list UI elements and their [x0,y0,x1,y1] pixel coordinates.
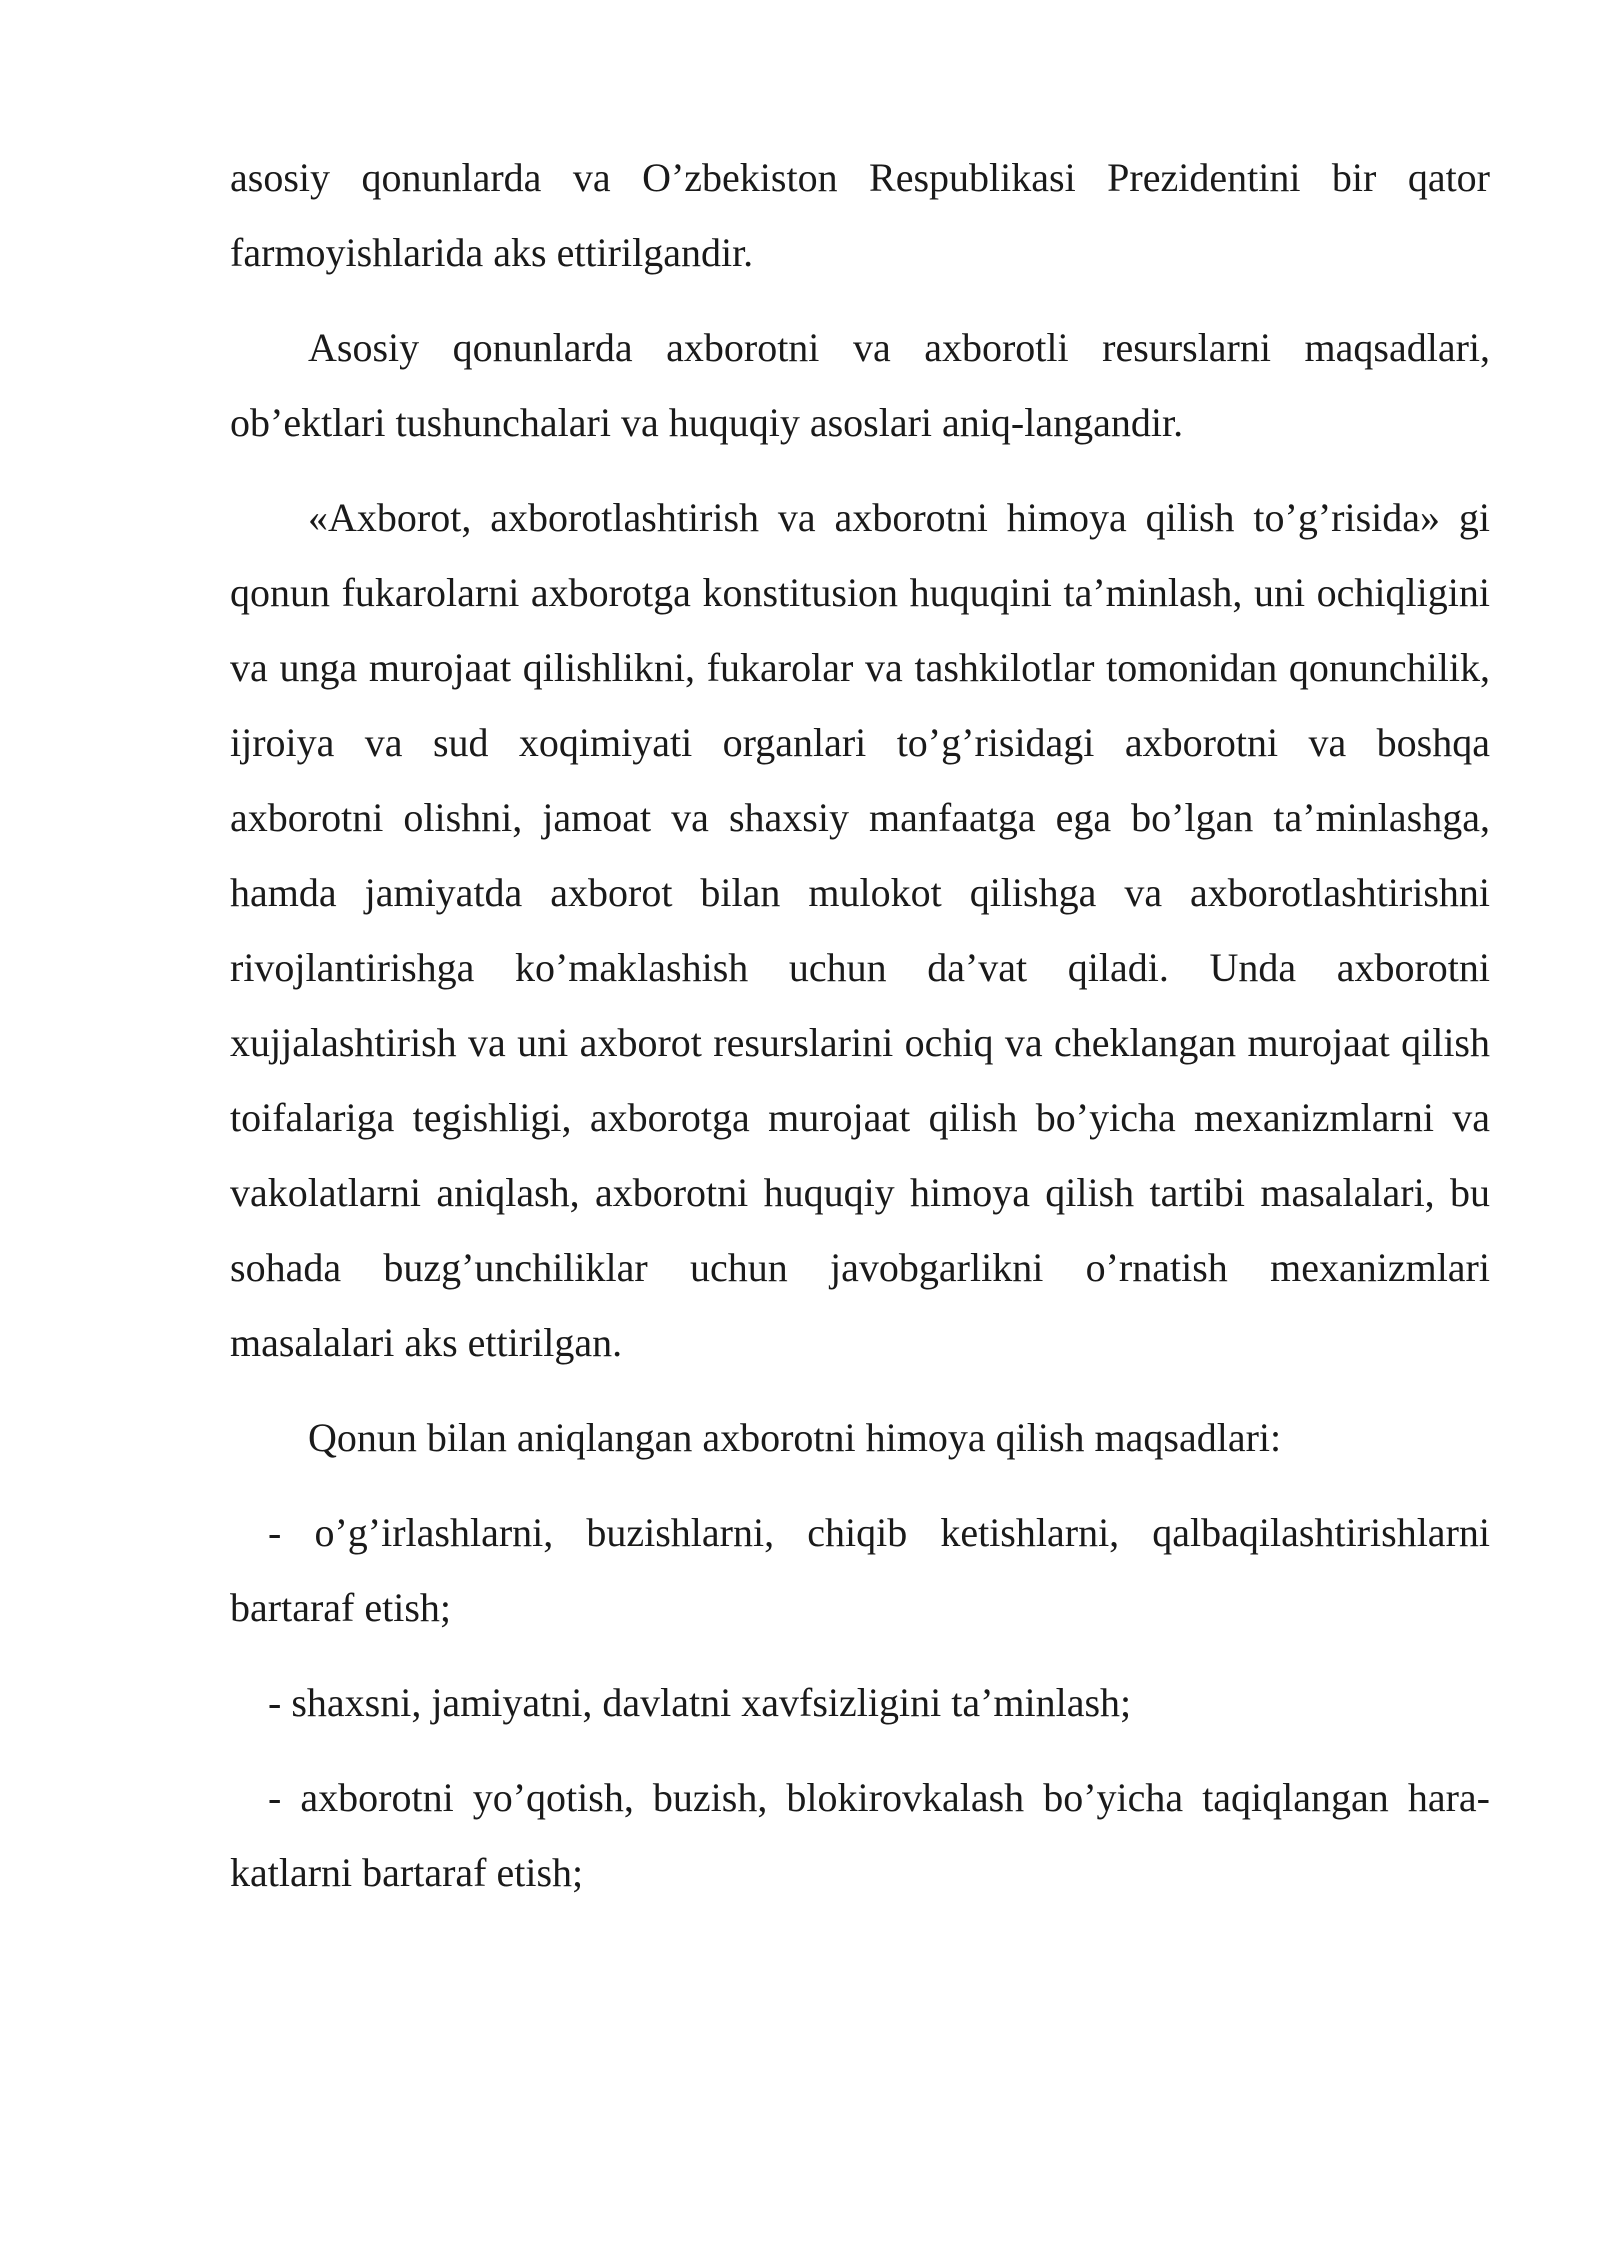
paragraph-protection-goals-heading: Qonun bilan aniqlangan axborotni himoya qilish maqsadlari: [308,1415,1282,1460]
paragraph-law-description: «Axborot, axborotlashtirish va axborotni himoya qilish to’g’risida» gi qonun fukarolarni axborotga konstitusion huquqini ta’minlash, uni ochiqligini va unga murojaat qilishlikni, fukarolar va tashkilotlar tomonidan qonunchilik, ijroiya va sud xoqimiyati organlari to’g’risidagi axborotni va boshqa axborotni olishni, jamoat va shaxsiy manfaatga ega bo’lgan ta’minlashga, hamda jamiyatda axborot bilan mulokot qilishga va axborotlashtirishni rivojlantirishga ko’maklashish uchun da’vat qiladi. Unda axborotni xujjalashtirish va uni axborot resurslarini ochiq va cheklangan murojaat qilish toifalariga tegishligi, axborotga murojaat qilish bo’yicha mexanizmlarni va vakolatlarni aniqlash, axborotni huquqiy himoya qilish tartibi masalalari, bu sohada buzg’unchiliklar uchun javobgarlikni o’rnatish mexanizmlari masalalari aks ettirilgan. [230,495,1490,1365]
list-item-loss-prevention: - axborotni yo’qotish, buzish, blokirovkalash bo’yicha taqiqlangan hara-katlarni bartaraf etish; [230,1775,1490,1895]
document-page [230,140,1490,1930]
paragraph-continuation: asosiy qonunlarda va O’zbekiston Respublikasi Prezidentini bir qator farmoyishlarida aks ettirilgandir. [230,155,1490,275]
list-item-theft-prevention: - o’g’irlashlarni, buzishlarni, chiqib ketishlarni, qalbaqilashtirishlarni bartaraf etish; [230,1510,1490,1630]
list-item-security: - shaxsni, jamiyatni, davlatni xavfsizligini ta’minlash; [268,1680,1132,1725]
paragraph-basic-laws: Asosiy qonunlarda axborotni va axborotli resurslarni maqsadlari, ob’ektlari tushunchalari va huquqiy asoslari aniq-langandir. [230,325,1490,445]
